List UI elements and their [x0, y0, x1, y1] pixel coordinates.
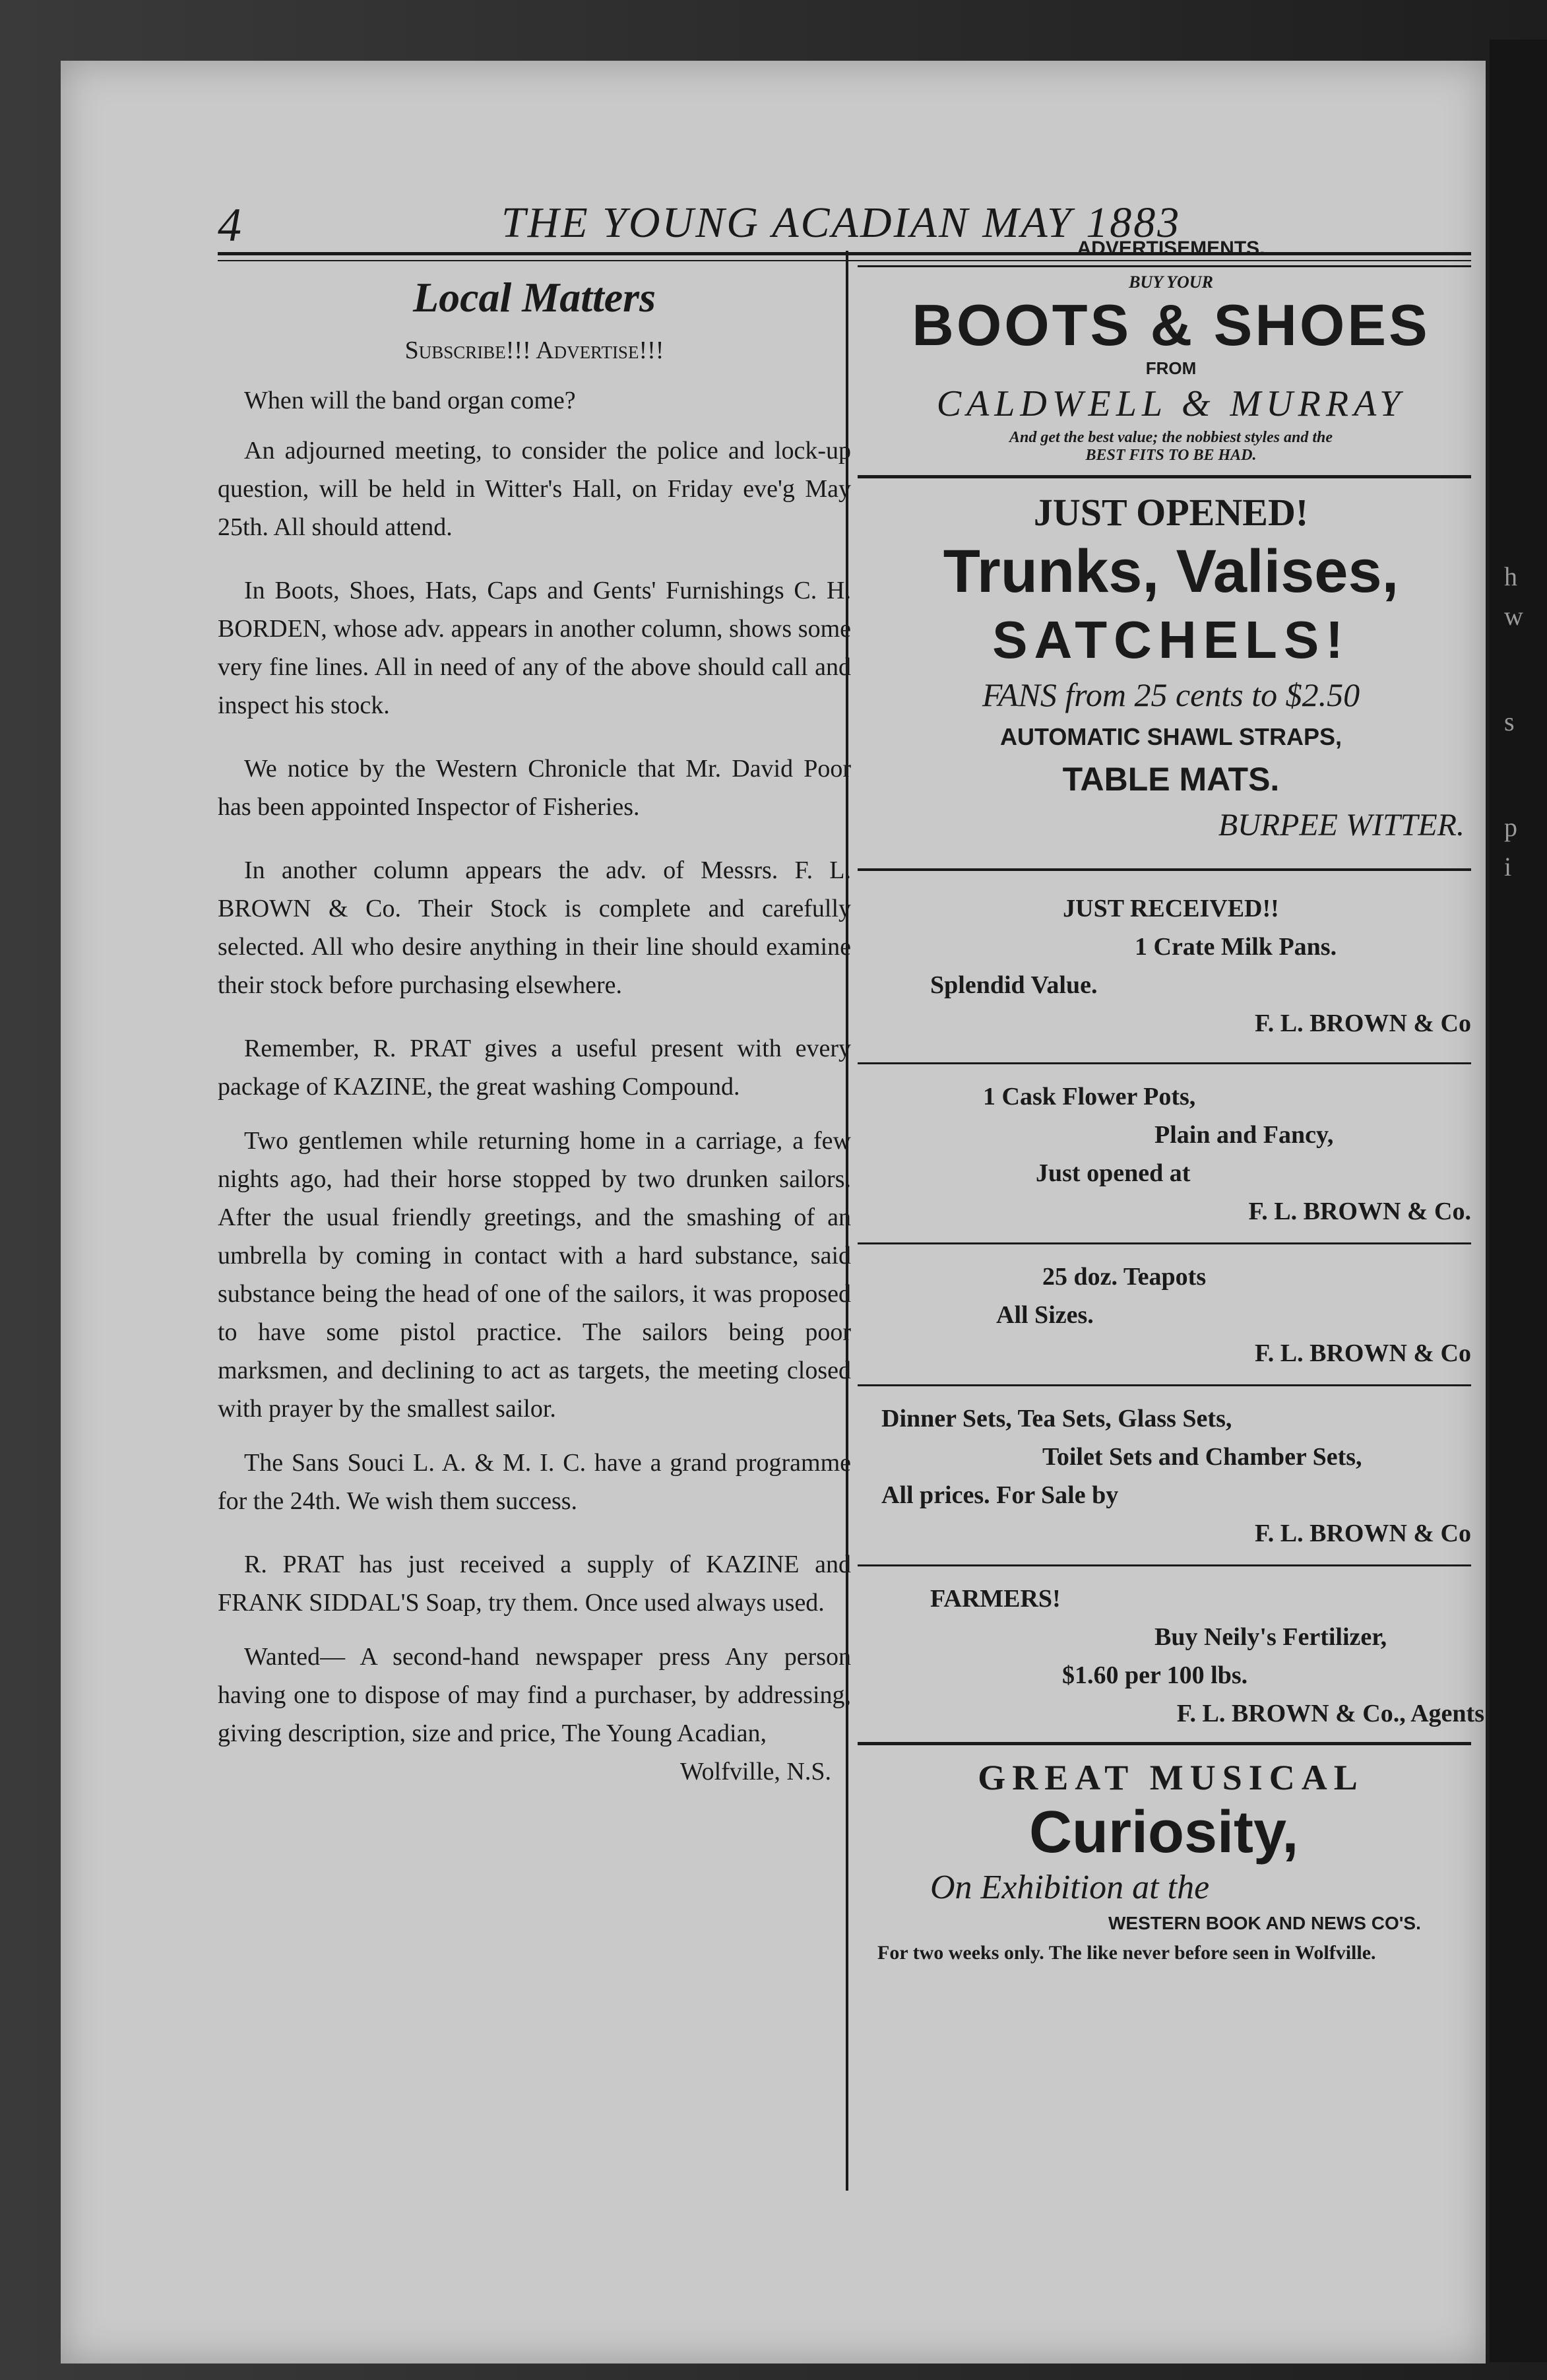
- page-number: 4: [218, 199, 241, 251]
- fragment: s: [1504, 707, 1515, 736]
- ad-text: Just opened at: [1036, 1159, 1191, 1187]
- ad-fertilizer: [858, 1580, 1484, 1733]
- advertisements-heading: ADVERTISEMENTS.: [1077, 238, 1265, 259]
- ad-text: Splendid Value.: [930, 971, 1098, 999]
- fragment: w: [1504, 601, 1523, 631]
- ad-text: F. L. BROWN & Co: [1255, 1339, 1471, 1367]
- news-item: R. PRAT has just received a supply of KAZINE and FRANK SIDDAL'S Soap, try them. Once used always used.: [218, 1551, 851, 1617]
- ad-text: And get the best value; the nobbiest styles and the: [1009, 429, 1333, 446]
- ad-text: GREAT MUSICAL: [978, 1758, 1364, 1797]
- masthead-title: THE YOUNG ACADIAN MAY 1883: [501, 199, 1182, 247]
- ad-text: Curiosity,: [1029, 1799, 1299, 1865]
- ad-text: JUST RECEIVED!!: [1063, 895, 1279, 922]
- ad-text: Buy Neily's Fertilizer,: [1154, 1623, 1387, 1651]
- ad-musical-curiosity: [858, 1757, 1484, 1968]
- ad-text: FANS from 25 cents to $2.50: [982, 676, 1360, 713]
- ad-dinner-sets: [858, 1399, 1484, 1553]
- rule: [858, 475, 1471, 478]
- rule: [858, 265, 1471, 267]
- ad-text: F. L. BROWN & Co.: [1248, 1198, 1471, 1225]
- ad-text: F. L. BROWN & Co: [1255, 1010, 1471, 1037]
- ad-text: CALDWELL & MURRAY: [936, 383, 1406, 424]
- news-item: An adjourned meeting, to consider the police and lock-up question, will be held in Witter's Hall, on Friday eve'g May 25th. All should attend.: [218, 437, 851, 541]
- news-item: When will the band organ come?: [244, 387, 576, 414]
- ad-text: For two weeks only. The like never before seen in Wolfville.: [877, 1942, 1376, 1964]
- rule: [858, 1564, 1471, 1566]
- rule: [858, 1742, 1471, 1745]
- ad-text: All Sizes.: [996, 1301, 1094, 1329]
- news-item: In Boots, Shoes, Hats, Caps and Gents' Furnishings C. H. BORDEN, whose adv. appears in another column, shows some very fine lines. All in need of any of the above should call and inspect his stock.: [218, 577, 851, 719]
- ad-text: WESTERN BOOK AND NEWS CO'S.: [1108, 1913, 1421, 1933]
- rule: [858, 1242, 1471, 1244]
- ad-text: F. L. BROWN & Co., Agents: [1176, 1700, 1484, 1727]
- ad-text: On Exhibition at the: [930, 1869, 1210, 1906]
- ad-text: All prices. For Sale by: [881, 1481, 1119, 1509]
- ad-text: FARMERS!: [930, 1585, 1061, 1613]
- news-item: We notice by the Western Chronicle that Mr. David Poor has been appointed Inspector of Fisheries.: [218, 755, 851, 821]
- ad-text: FROM: [1145, 358, 1197, 378]
- ad-burpee-witter: [858, 490, 1484, 849]
- ad-text: Trunks, Valises,: [943, 538, 1399, 605]
- news-item: The Sans Souci L. A. & M. I. C. have a grand programme for the 24th. We wish them success.: [218, 1449, 851, 1515]
- ad-text: SATCHELS!: [992, 610, 1350, 669]
- ad-text: 1 Crate Milk Pans.: [1135, 933, 1337, 961]
- ad-caldwell-murray: [858, 273, 1484, 465]
- ad-text: TABLE MATS.: [1062, 761, 1280, 798]
- rule: [858, 1384, 1471, 1386]
- fragment: i: [1504, 852, 1512, 882]
- local-matters-column: [218, 264, 851, 1791]
- ad-text: BEST FITS TO BE HAD.: [1085, 447, 1257, 464]
- news-item: Wanted— A second-hand newspaper press Any person having one to dispose of may find a purchaser, by addressing, giving description, size and price, The Young Acadian,: [218, 1643, 851, 1747]
- subscribe-line: Subscribe!!! Advertise!!!: [404, 337, 664, 364]
- news-item: Two gentlemen while returning home in a carriage, a few nights ago, had their horse stopped by two drunken sailors. After the usual friendly greetings, and the smashing of an umbrella by coming in contact with a hard substance, said substance being the head of one of the sailors, it was proposed to have some pistol practice. The sailors being poor marksmen, and declining to act as targets, the meeting closed with prayer by the smallest sailor.: [218, 1127, 851, 1423]
- ad-text: AUTOMATIC SHAWL STRAPS,: [999, 723, 1342, 750]
- ad-text: JUST OPENED!: [1033, 491, 1309, 534]
- ad-text: BURPEE WITTER.: [1218, 808, 1465, 843]
- ad-text: $1.60 per 100 lbs.: [1062, 1661, 1248, 1689]
- ad-text: 1 Cask Flower Pots,: [983, 1083, 1196, 1110]
- section-heading: Local Matters: [413, 274, 656, 321]
- fragment: p: [1504, 812, 1517, 842]
- ad-teapots: [858, 1258, 1484, 1372]
- news-item: Remember, R. PRAT gives a useful present with every package of KAZINE, the great washing Compound.: [218, 1035, 851, 1101]
- ad-text: 25 doz. Teapots: [1042, 1263, 1207, 1291]
- news-item: In another column appears the adv. of Messrs. F. L. BROWN & Co. Their Stock is complete and carefully selected. All who desire anything in their line should examine their stock before purchasing elsewhere.: [218, 856, 851, 999]
- ad-text: BUY YOUR: [1129, 273, 1213, 292]
- adjacent-page-edge: [1490, 40, 1547, 2362]
- ad-text: Toilet Sets and Chamber Sets,: [1042, 1443, 1362, 1471]
- fragment: h: [1504, 562, 1517, 591]
- ad-text: F. L. BROWN & Co: [1255, 1520, 1471, 1547]
- ad-text: Dinner Sets, Tea Sets, Glass Sets,: [881, 1405, 1232, 1432]
- advertisements-column: [858, 238, 1484, 1968]
- ad-text: Plain and Fancy,: [1154, 1121, 1334, 1149]
- rule: [858, 1062, 1471, 1064]
- signoff: Wolfville, N.S.: [679, 1758, 831, 1785]
- ad-flower-pots: [858, 1077, 1484, 1231]
- rule: [858, 868, 1471, 871]
- ad-milk-pans: [858, 889, 1484, 1043]
- ad-text: BOOTS & SHOES: [912, 292, 1430, 358]
